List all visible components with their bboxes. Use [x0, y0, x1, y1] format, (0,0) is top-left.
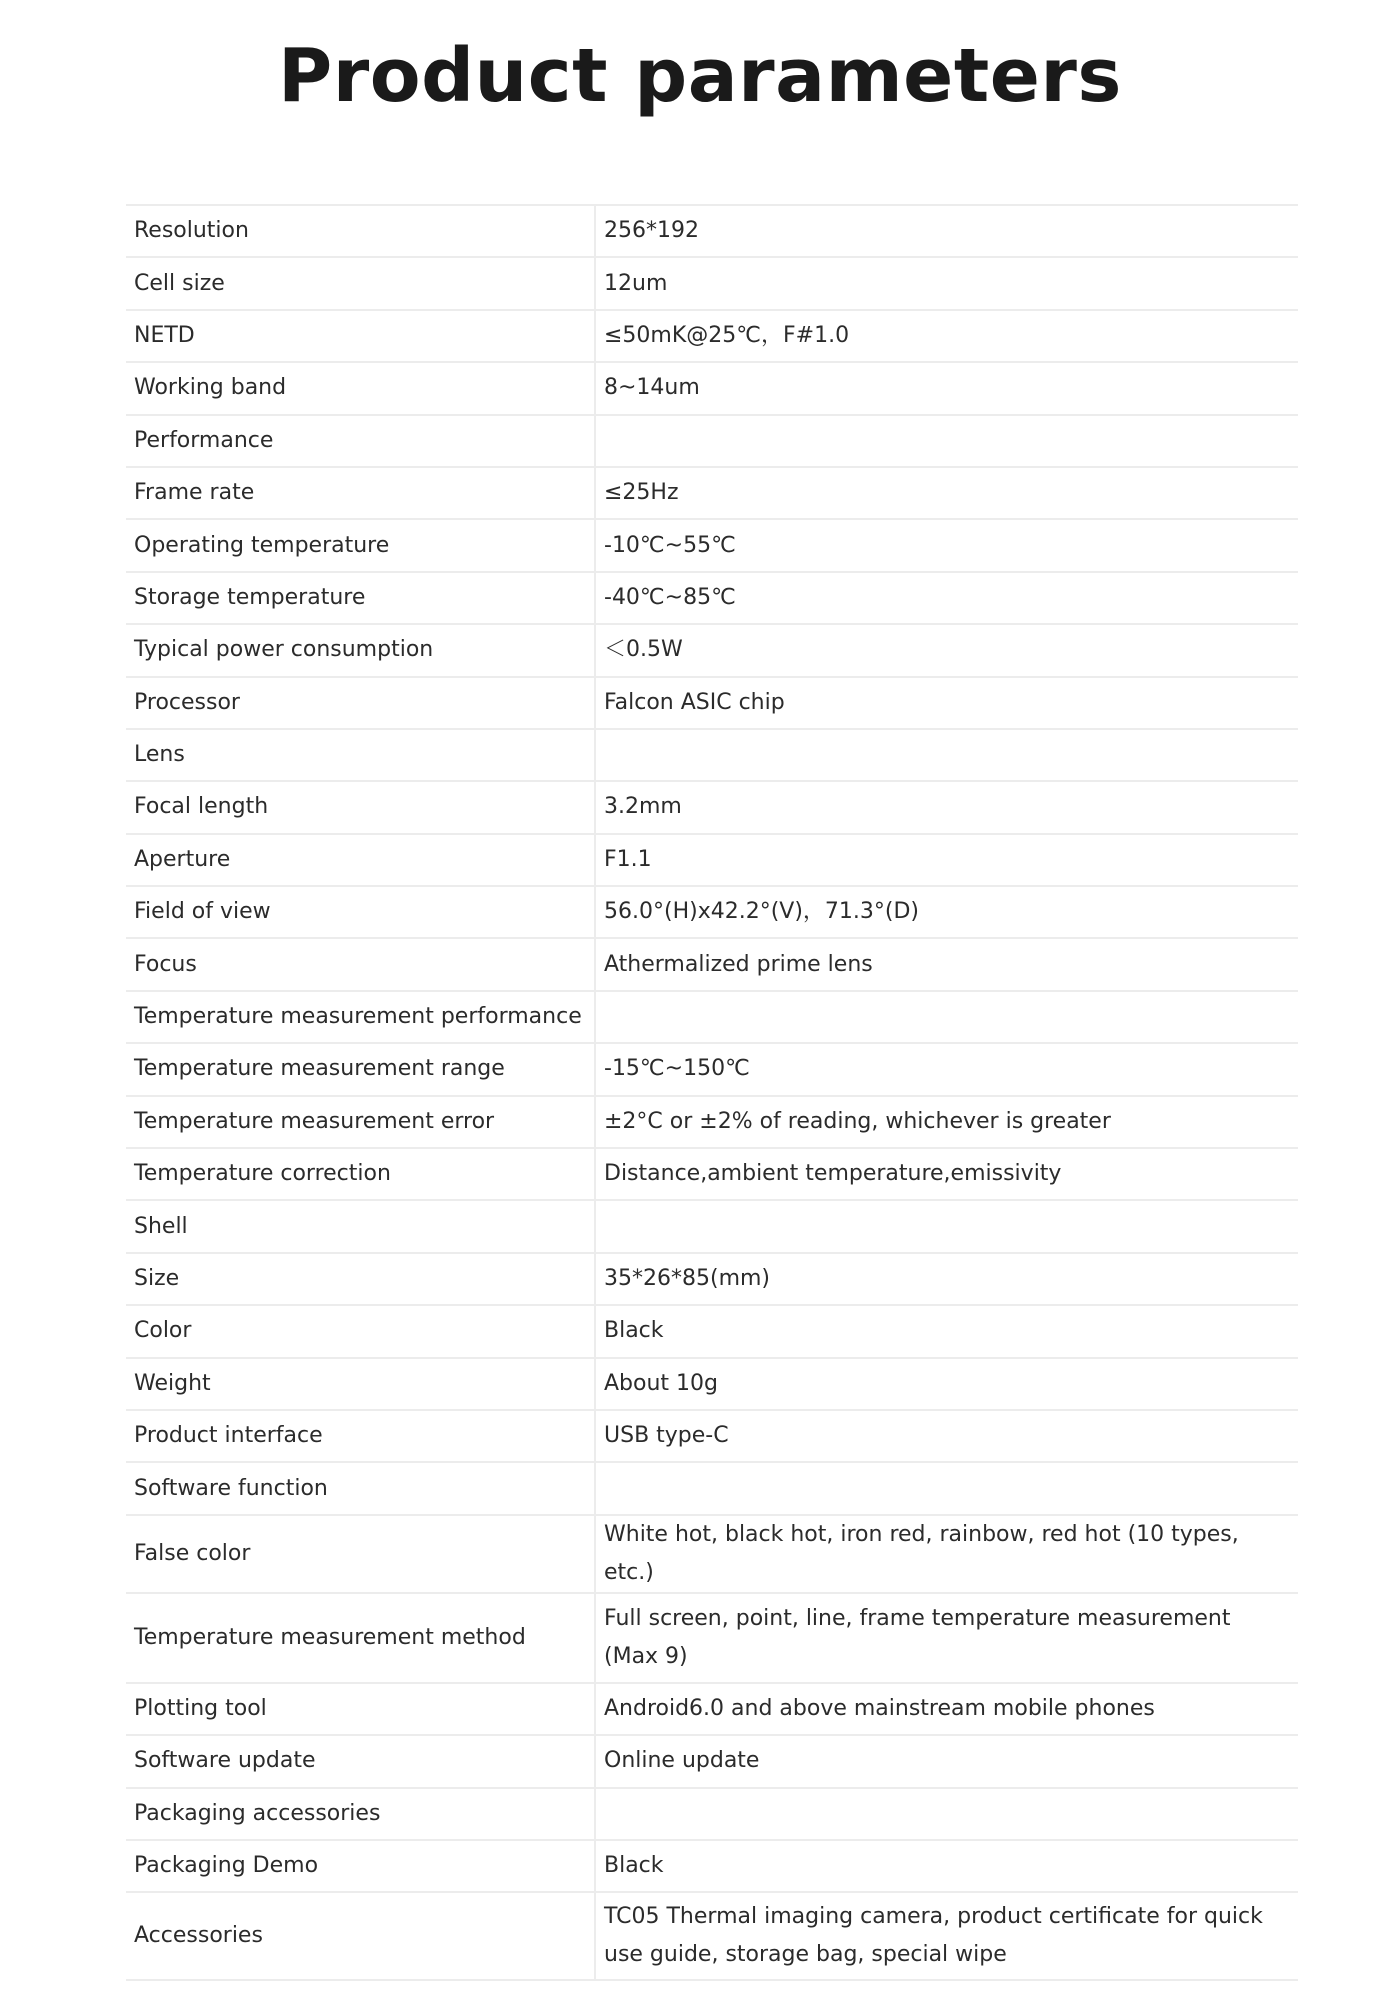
table-row [126, 781, 1298, 833]
row-value: Falcon ASIC chip [595, 677, 1298, 729]
row-value: -15℃~150℃ [595, 1043, 1298, 1095]
row-value: About 10g [595, 1358, 1298, 1410]
row-label: Temperature measurement range [126, 1043, 595, 1095]
row-label: Accessories [126, 1892, 595, 1980]
row-value: Android6.0 and above mainstream mobile phones [595, 1683, 1298, 1735]
row-value: 35*26*85(mm) [595, 1253, 1298, 1305]
table-row [126, 1253, 1298, 1305]
table-section-row [126, 1462, 1298, 1514]
section-label: Lens [126, 729, 595, 781]
row-label: Focal length [126, 781, 595, 833]
row-label: Software update [126, 1735, 595, 1787]
section-label: Software function [126, 1462, 595, 1514]
section-label: Temperature measurement performance [126, 991, 595, 1043]
row-value: Distance,ambient temperature,emissivity [595, 1148, 1298, 1200]
row-value [595, 415, 1298, 467]
row-value [595, 1200, 1298, 1252]
row-label: Temperature measurement method [126, 1593, 595, 1683]
row-label: Operating temperature [126, 519, 595, 571]
row-value: 3.2mm [595, 781, 1298, 833]
row-value [595, 1788, 1298, 1840]
row-value: ＜0.5W [595, 624, 1298, 676]
table-row [126, 886, 1298, 938]
table-row [126, 1683, 1298, 1735]
table-row [126, 519, 1298, 571]
row-value: ≤25Hz [595, 467, 1298, 519]
row-label: Aperture [126, 834, 595, 886]
row-label: False color [126, 1515, 595, 1593]
row-label: Product interface [126, 1410, 595, 1462]
table-row [126, 1892, 1298, 1980]
row-label: Resolution [126, 205, 595, 257]
table-row [126, 310, 1298, 362]
table-row [126, 1148, 1298, 1200]
table-row [126, 362, 1298, 414]
row-value [595, 1462, 1298, 1514]
row-value: -40℃~85℃ [595, 572, 1298, 624]
row-label: Temperature correction [126, 1148, 595, 1200]
row-label: Frame rate [126, 467, 595, 519]
table-row [126, 1358, 1298, 1410]
row-label: Cell size [126, 257, 595, 309]
row-label: Temperature measurement error [126, 1096, 595, 1148]
row-label: Typical power consumption [126, 624, 595, 676]
table-section-row [126, 415, 1298, 467]
row-value: USB type-C [595, 1410, 1298, 1462]
table-section-row [126, 1200, 1298, 1252]
row-label: Weight [126, 1358, 595, 1410]
table-row [126, 834, 1298, 886]
table-row [126, 1515, 1298, 1593]
row-value: 56.0°(H)x42.2°(V)，71.3°(D) [595, 886, 1298, 938]
row-label: Size [126, 1253, 595, 1305]
row-label: Working band [126, 362, 595, 414]
table-row [126, 624, 1298, 676]
table-row [126, 1305, 1298, 1357]
table-row [126, 1410, 1298, 1462]
row-label: Packaging Demo [126, 1840, 595, 1892]
row-value: 256*192 [595, 205, 1298, 257]
row-value: TC05 Thermal imaging camera, product certificate for quick use guide, storage bag, special wipe [595, 1892, 1298, 1980]
table-row [126, 677, 1298, 729]
row-value: Black [595, 1840, 1298, 1892]
table-row [126, 572, 1298, 624]
row-value [595, 991, 1298, 1043]
table-row [126, 1593, 1298, 1683]
row-label: Focus [126, 938, 595, 990]
parameters-table [126, 204, 1298, 1981]
row-value: Full screen, point, line, frame temperature measurement (Max 9) [595, 1593, 1298, 1683]
table-row [126, 257, 1298, 309]
section-label: Performance [126, 415, 595, 467]
row-label: Field of view [126, 886, 595, 938]
row-value: 8~14um [595, 362, 1298, 414]
row-value: Online update [595, 1735, 1298, 1787]
row-label: Processor [126, 677, 595, 729]
row-label: Color [126, 1305, 595, 1357]
table-section-row [126, 991, 1298, 1043]
row-value: Black [595, 1305, 1298, 1357]
row-value: -10℃~55℃ [595, 519, 1298, 571]
table-row [126, 1840, 1298, 1892]
row-value [595, 729, 1298, 781]
row-value: White hot, black hot, iron red, rainbow, red hot (10 types, etc.) [595, 1515, 1298, 1593]
table-row [126, 938, 1298, 990]
row-label: Plotting tool [126, 1683, 595, 1735]
page-title: Product parameters [278, 33, 1122, 119]
table-row [126, 205, 1298, 257]
table-section-row [126, 1788, 1298, 1840]
section-label: Shell [126, 1200, 595, 1252]
table-row [126, 467, 1298, 519]
row-value: 12um [595, 257, 1298, 309]
section-label: Packaging accessories [126, 1788, 595, 1840]
row-value: ≤50mK@25℃，F#1.0 [595, 310, 1298, 362]
table-row [126, 1043, 1298, 1095]
table-row [126, 1096, 1298, 1148]
row-label: NETD [126, 310, 595, 362]
row-label: Storage temperature [126, 572, 595, 624]
table-row [126, 1735, 1298, 1787]
row-value: Athermalized prime lens [595, 938, 1298, 990]
table-section-row [126, 729, 1298, 781]
row-value: ±2°C or ±2% of reading, whichever is greater [595, 1096, 1298, 1148]
row-value: F1.1 [595, 834, 1298, 886]
